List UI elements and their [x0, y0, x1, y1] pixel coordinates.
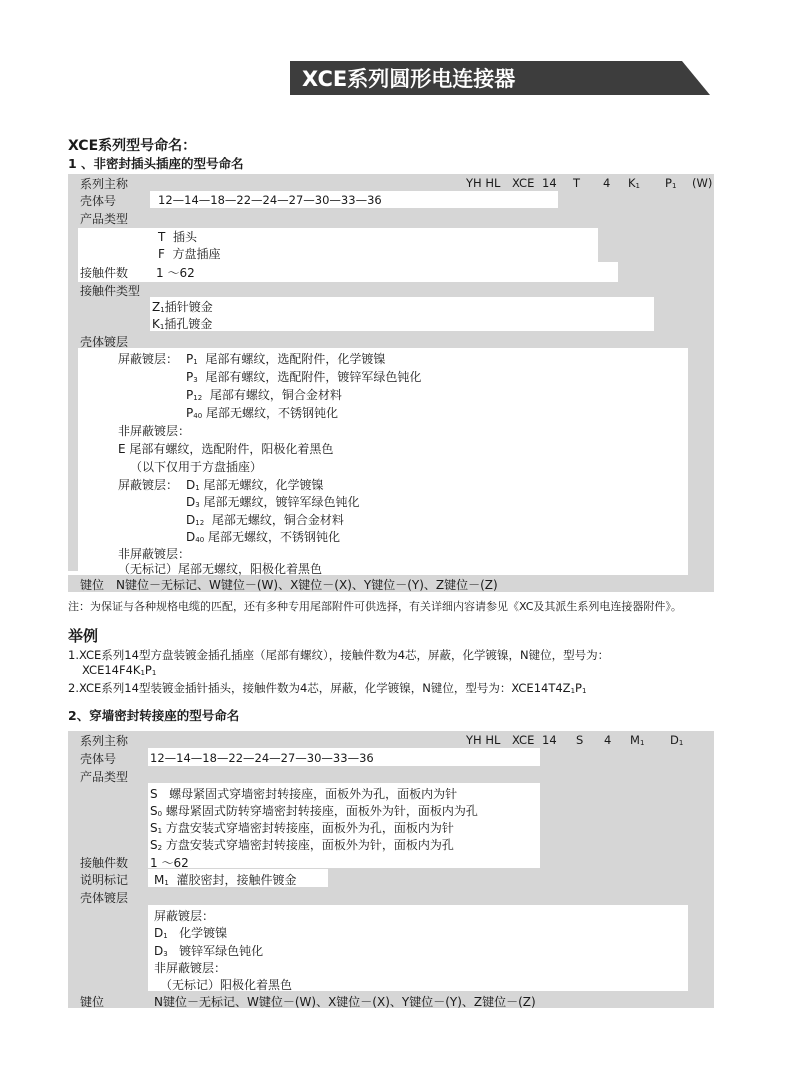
- section-title: XCE系列型号命名：: [68, 138, 197, 154]
- p2-code-xce: XCE: [512, 733, 535, 747]
- p2-contacts-value: 1 ～62: [150, 856, 189, 870]
- shade-row-series: [68, 174, 714, 191]
- p2-shade-plating: [68, 888, 688, 905]
- p2-key-value: N键位－无标记、W键位－(W)、X键位－(X)、Y键位－(Y)、Z键位－(Z): [154, 995, 536, 1009]
- shield-item-p40: $P_{40}$ 尾部无螺纹，不锈钢钝化: [186, 406, 339, 420]
- shield2-label: 屏蔽镀层：: [118, 478, 179, 492]
- shell-values: 12—14—18—22—24—27—30—33—36: [158, 193, 382, 207]
- shade-row-plating: [68, 331, 688, 348]
- p2-shade-left-product: [68, 783, 148, 853]
- contacts-label: 接触件数: [80, 266, 129, 280]
- p2-code-yhhl: YH HL: [466, 733, 501, 747]
- p2-key-label: 键位: [80, 995, 105, 1009]
- p2-product-s: S 螺母紧固式穿墙密封转接座，面板外为孔，面板内为针: [150, 787, 458, 801]
- p2-product-s0: $S_0$ 螺母紧固式防转穿墙密封转接座，面板外为针，面板内为孔: [150, 804, 478, 818]
- shade-step-1: [588, 208, 714, 262]
- shade-row-product: [68, 208, 598, 228]
- code-contact-type: $K_1$: [628, 176, 641, 190]
- plating-label: 壳体镀层: [80, 335, 129, 349]
- p2-nonshield-label: 非屏蔽镀层：: [154, 961, 227, 975]
- p2-mark-value: $M_1$ 灌胶密封，接触件镀金: [154, 873, 297, 887]
- contact-type-z: $Z_1$插针镀金: [152, 300, 213, 314]
- part2-title: 2、穿墙密封转接座的型号命名: [68, 708, 240, 723]
- p2-nonshield-item: （无标记）阳极化着黑色: [160, 978, 293, 992]
- nonshield-label: 非屏蔽镀层：: [118, 424, 191, 438]
- p2-code-contacts: 4: [604, 733, 612, 747]
- code-key: (W): [692, 176, 713, 190]
- p2-mark-label: 说明标记: [80, 873, 129, 887]
- shade-step-2: [618, 262, 714, 282]
- code-xce: XCE: [512, 176, 535, 190]
- shield2-item-d40: $D_{40}$ 尾部无螺纹，不锈钢钝化: [186, 530, 341, 544]
- p2-product-s2: $S_2$ 方盘安装式穿墙密封转接座，面板外为针，面板内为孔: [150, 838, 454, 852]
- contacts-value: 1 ～62: [156, 266, 195, 280]
- p2-code-mark: $M_1$: [630, 733, 645, 747]
- code-yhhl: YH HL: [466, 176, 501, 190]
- shield-item-p1: $P_1$ 尾部有螺纹，选配附件，化学镀镍: [186, 352, 386, 366]
- p2-series-label: 系列主称: [80, 734, 129, 748]
- p2-product-label: 产品类型: [80, 770, 129, 784]
- code-type: T: [573, 176, 581, 190]
- p2-product-s1: $S_1$ 方盘安装式穿墙密封转接座，面板外为孔，面板内为针: [150, 821, 454, 835]
- nonshield2-item: （无标记）尾部无螺纹，阳极化着黑色: [118, 562, 323, 576]
- product-item-f: F 方盘插座: [158, 247, 221, 261]
- contact-type-k: $K_1$插孔镀金: [152, 317, 213, 331]
- p2-shell-label: 壳体号: [80, 752, 117, 766]
- key-value: N键位－无标记、W键位－(W)、X键位－(X)、Y键位－(Y)、Z键位－(Z): [116, 578, 498, 592]
- part1-title: 1 、非密封插头插座的型号命名: [68, 156, 244, 171]
- shield2-item-d12: $D_{12}$ 尾部无螺纹，铜合金材料: [186, 513, 344, 527]
- shield2-item-d3: $D_3$ 尾部无螺纹，镀锌军绿色钝化: [186, 495, 360, 509]
- note-text: 注：为保证与各种规格电缆的匹配，还有多种专用尾部附件可供选择，有关详细内容请参见《XC及其派生系列电连接器附件》。: [68, 600, 682, 613]
- p2-shade-series: [68, 731, 714, 748]
- shield-label: 屏蔽镀层：: [118, 352, 179, 366]
- nonshield2-label: 非屏蔽镀层：: [118, 547, 191, 561]
- example-1-text: 1.XCE系列14型方盘装镀金插孔插座（尾部有螺纹），接触件数为4芯，屏蔽，化学镀镍，N键位，型号为：: [68, 648, 610, 662]
- key-label: 键位: [80, 578, 105, 592]
- shell-label: 壳体号: [80, 194, 117, 208]
- square-note: （以下仅用于方盘插座）: [130, 460, 263, 474]
- series-label: 系列主称: [80, 177, 129, 191]
- shield2-item-d1: $D_1$ 尾部无螺纹，化学镀镍: [186, 478, 324, 492]
- p2-code-plating: $D_1$: [670, 733, 684, 747]
- example-2-text: 2.XCE系列14型装镀金插针插头，接触件数为4芯，屏蔽，化学镀镍，N键位，型号为：$XCE14T4Z_1P_1$: [68, 681, 587, 695]
- code-contacts: 4: [603, 176, 611, 190]
- shade-col-left-2: [68, 262, 78, 282]
- contact-type-label: 接触件类型: [80, 284, 141, 298]
- shield-item-p12: $P_{12}$ 尾部有螺纹，铜合金材料: [186, 388, 342, 402]
- p2-code-size: 14: [542, 733, 557, 747]
- shade-col-left-3: [68, 331, 78, 571]
- examples-title: 举例: [68, 627, 99, 645]
- p2-shell-values: 12—14—18—22—24—27—30—33—36: [150, 751, 374, 765]
- p2-code-type: S: [576, 733, 584, 747]
- code-plating: $P_1$: [665, 176, 677, 190]
- p2-shade-product: [68, 766, 598, 783]
- p2-shield-d3: $D_3$ 镀锌军绿色钝化: [154, 944, 264, 958]
- code-size: 14: [542, 176, 557, 190]
- nonshield-item-e: E 尾部有螺纹，选配附件，阳极化着黑色: [118, 442, 334, 456]
- p2-shield-d1: $D_1$ 化学镀镍: [154, 926, 228, 940]
- contact-types-bg: [150, 297, 654, 331]
- p2-plating-label: 壳体镀层: [80, 891, 129, 905]
- p2-contacts-label: 接触件数: [80, 856, 129, 870]
- product-item-t: T 插头: [158, 230, 197, 244]
- product-label: 产品类型: [80, 212, 129, 226]
- shield-item-p3: $P_3$ 尾部有螺纹，选配附件，镀锌军绿色钝化: [186, 370, 422, 384]
- page-title: XCE系列圆形电连接器: [302, 67, 516, 91]
- example-1-code: $XCE14F4K_1P_1$: [82, 663, 157, 677]
- p2-shield-label: 屏蔽镀层：: [154, 909, 215, 923]
- shade-fill-a: [78, 297, 150, 331]
